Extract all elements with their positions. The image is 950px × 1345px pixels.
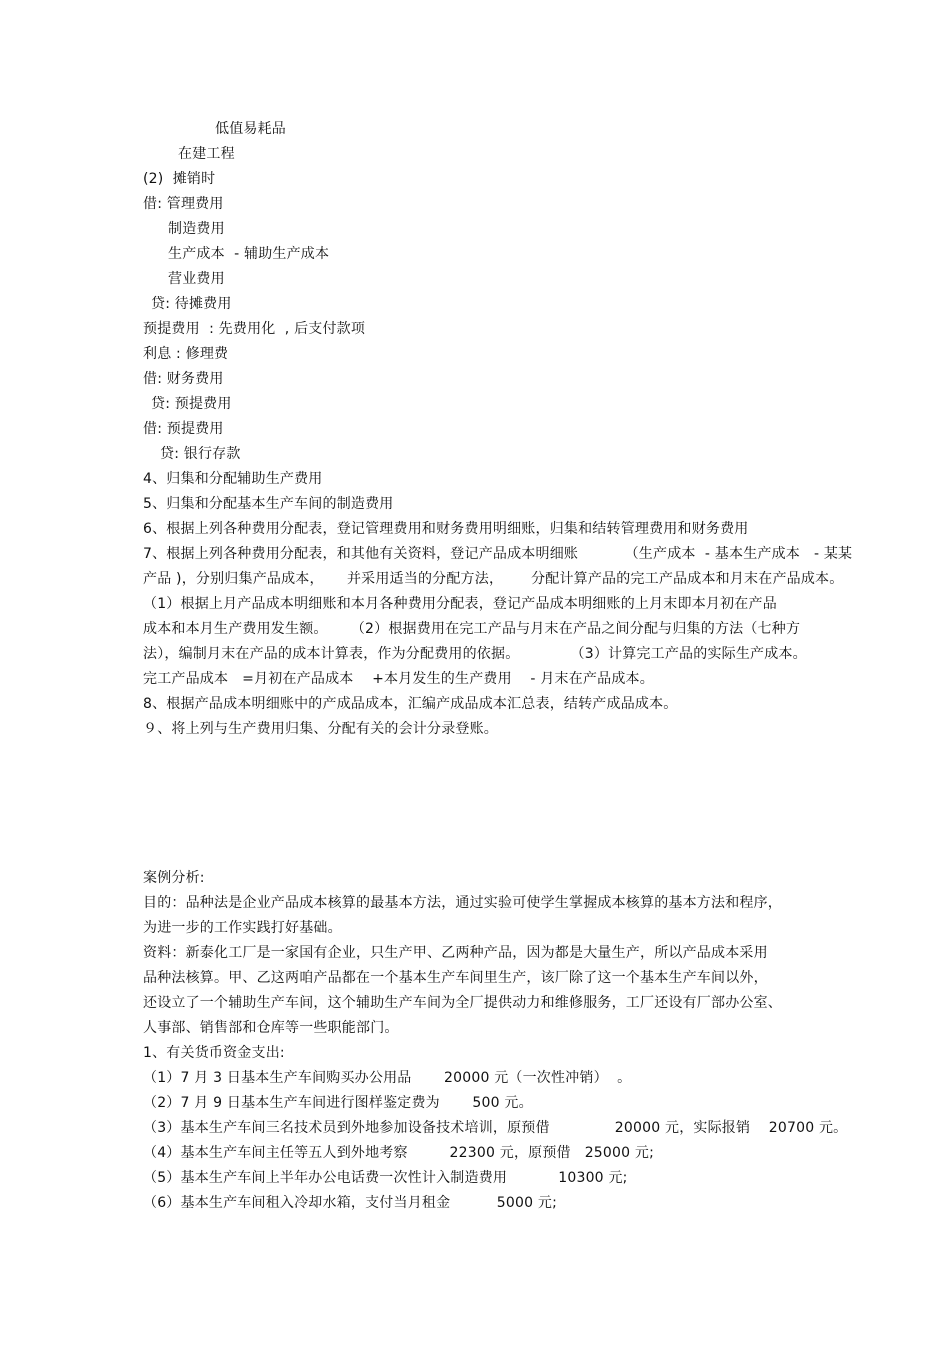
- text-line: （5）基本生产车间上半年办公电话费一次性计入制造费用 10300 元;: [143, 1170, 628, 1186]
- text-line: 预提费用 : 先费用化 , 后支付款项: [143, 321, 366, 337]
- text-line: （1）7 月 3 日基本生产车间购买办公用品 20000 元（一次性冲销） 。: [143, 1070, 632, 1086]
- text-line: 完工产品成本 =月初在产品成本 +本月发生的生产费用 - 月末在产品成本。: [143, 671, 654, 687]
- text-line: 目的：品种法是企业产品成本核算的最基本方法，通过实验可使学生掌握成本核算的基本方法和程序，: [143, 895, 782, 911]
- text-line: 成本和本月生产费用发生额。 （2）根据费用在完工产品与月末在产品之间分配与归集的方法（七种方: [143, 621, 801, 637]
- text-line: 案例分析:: [143, 870, 205, 886]
- text-line: 1、有关货币资金支出:: [143, 1045, 285, 1061]
- text-line: 品种法核算。甲、乙这两咱产品都在一个基本生产车间里生产，该厂除了这一个基本生产车间以外，: [143, 970, 768, 986]
- text-line: 还设立了一个辅助生产车间，这个辅助生产车间为全厂提供动力和维修服务，工厂还设有厂部办公室、: [143, 995, 782, 1011]
- text-line: 资料：新泰化工厂是一家国有企业，只生产甲、乙两种产品，因为都是大量生产，所以产品成本采用: [143, 945, 768, 961]
- text-line: 5、归集和分配基本生产车间的制造费用: [143, 496, 394, 512]
- text-line: 贷: 银行存款: [160, 446, 241, 462]
- text-line: ９、将上列与生产费用归集、分配有关的会计分录登账。: [143, 721, 498, 737]
- text-line: 借: 财务费用: [143, 371, 224, 387]
- text-line: 产品 )，分别归集产品成本， 并采用适当的分配方法， 分配计算产品的完工产品成本和月末在产品成本。: [143, 571, 844, 587]
- text-line: 贷: 预提费用: [151, 396, 232, 412]
- text-line: （3）基本生产车间三名技术员到外地参加设备技术培训，原预借 20000 元，实际报销 20700 元。: [143, 1120, 848, 1136]
- text-line: （6）基本生产车间租入冷却水箱，支付当月租金 5000 元;: [143, 1195, 558, 1211]
- text-line: 4、归集和分配辅助生产费用: [143, 471, 323, 487]
- text-line: 在建工程: [178, 146, 235, 162]
- text-line: 人事部、销售部和仓库等一些职能部门。: [143, 1020, 399, 1036]
- text-line: 法），编制月末在产品的成本计算表，作为分配费用的依据。 （3）计算完工产品的实际生产成本。: [143, 646, 807, 662]
- text-line: 7、根据上列各种费用分配表，和其他有关资料，登记产品成本明细账 （生产成本 - 基本生产成本 - 某某: [143, 546, 853, 562]
- text-line: 借: 管理费用: [143, 196, 224, 212]
- text-line: 为进一步的工作实践打好基础。: [143, 920, 342, 936]
- text-line: 8、根据产品成本明细账中的产成品成本，汇编产成品成本汇总表，结转产成品成本。: [143, 696, 678, 712]
- text-line: （2）7 月 9 日基本生产车间进行图样鉴定费为 500 元。: [143, 1095, 533, 1111]
- text-line: （1）根据上月产品成本明细账和本月各种费用分配表，登记产品成本明细账的上月末即本月初在产品: [143, 596, 777, 612]
- text-line: 利息 : 修理费: [143, 346, 229, 362]
- text-line: 低值易耗品: [215, 121, 286, 137]
- text-line: 借: 预提费用: [143, 421, 224, 437]
- text-line: 制造费用: [168, 221, 225, 237]
- text-line: 营业费用: [168, 271, 225, 287]
- text-line: 6、根据上列各种费用分配表，登记管理费用和财务费用明细账，归集和结转管理费用和财务费用: [143, 521, 749, 537]
- text-line: （4）基本生产车间主任等五人到外地考察 22300 元，原预借 25000 元;: [143, 1145, 654, 1161]
- text-line: 生产成本 - 辅助生产成本: [168, 246, 330, 262]
- text-line: 贷: 待摊费用: [151, 296, 232, 312]
- text-line: (2) 摊销时: [143, 171, 216, 187]
